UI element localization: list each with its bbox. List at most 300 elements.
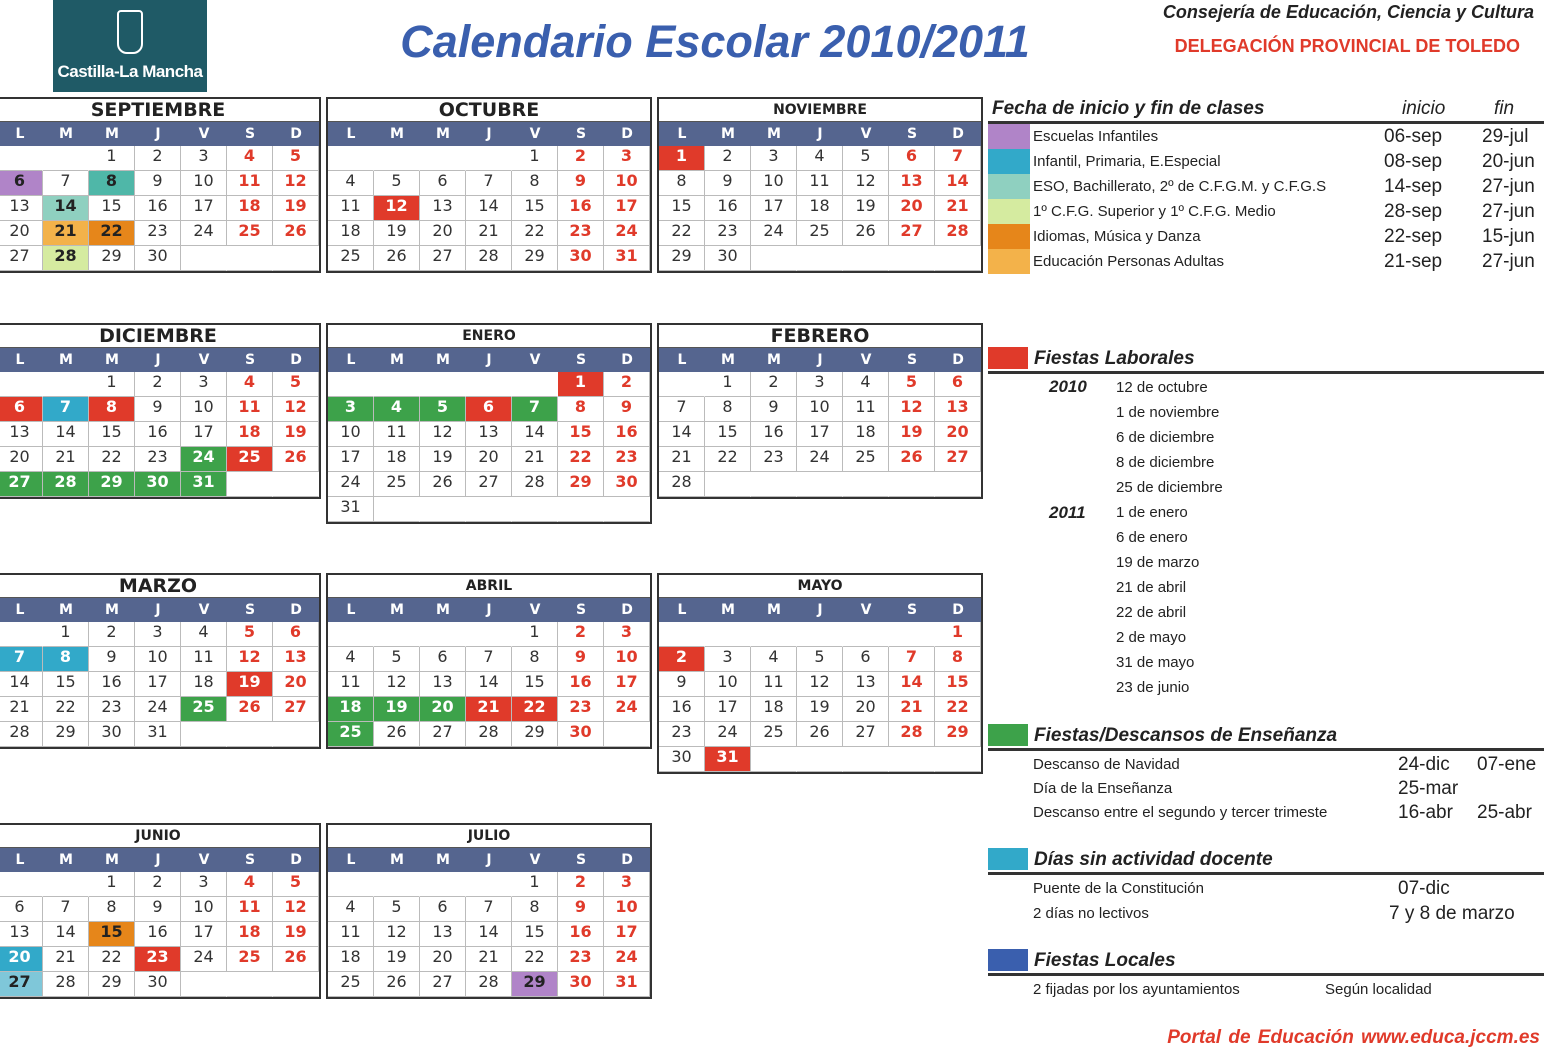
day-cell: 1 — [705, 372, 751, 397]
fiesta-date: 21 de abril — [1116, 579, 1187, 596]
fiesta-date: 1 de noviembre — [1116, 404, 1220, 421]
day-cell: 1 — [89, 372, 135, 397]
locales-title: Fiestas Locales — [1034, 950, 1176, 971]
row-value: Según localidad — [1325, 981, 1432, 998]
day-cell: 8 — [512, 171, 558, 196]
legend-row — [988, 224, 1544, 249]
empty-cell — [374, 872, 420, 897]
weekday-label: M — [436, 852, 450, 868]
empty-cell — [0, 372, 43, 397]
day-cell: 14 — [466, 672, 512, 697]
day-cell: 1 — [512, 622, 558, 647]
day-cell: 12 — [843, 171, 889, 196]
page-title: Calendario Escolar 2010/2011 — [400, 16, 1030, 67]
empty-cell — [227, 246, 273, 271]
year-2010: 2010 — [1049, 377, 1087, 396]
day-cell: 22 — [558, 447, 604, 472]
weekday-label: D — [621, 352, 633, 368]
empty-cell — [889, 246, 935, 271]
row-label: 2 fijadas por los ayuntamientos — [1033, 981, 1240, 998]
day-cell: 26 — [374, 246, 420, 271]
day-cell: 7 — [466, 647, 512, 672]
day-cell: 18 — [328, 947, 374, 972]
day-cell: 17 — [705, 697, 751, 722]
day-cell: 7 — [659, 397, 705, 422]
day-cell: 23 — [89, 697, 135, 722]
empty-cell — [374, 146, 420, 171]
day-cell: 12 — [374, 672, 420, 697]
day-cell: 5 — [374, 897, 420, 922]
day-cell: 14 — [935, 171, 981, 196]
weekday-label: M — [721, 602, 735, 618]
day-cell: 14 — [466, 922, 512, 947]
day-cell: 10 — [181, 897, 227, 922]
day-cell: 26 — [227, 697, 273, 722]
month-julio — [326, 823, 652, 999]
day-cell: 15 — [512, 922, 558, 947]
day-cell: 21 — [659, 447, 705, 472]
weekday-header — [0, 598, 319, 622]
fiesta-date: 2 de mayo — [1116, 629, 1187, 646]
day-cell: 28 — [0, 722, 43, 747]
day-cell: 22 — [935, 697, 981, 722]
day-cell: 24 — [181, 947, 227, 972]
day-cell: 13 — [420, 922, 466, 947]
day-cell: 10 — [181, 171, 227, 196]
day-cell: 17 — [328, 447, 374, 472]
month-mayo — [657, 573, 983, 774]
day-cell: 10 — [705, 672, 751, 697]
fiestas-laborales-header — [988, 347, 1544, 374]
day-cell: 12 — [273, 897, 319, 922]
weekday-label: S — [244, 126, 256, 142]
day-cell: 21 — [43, 947, 89, 972]
day-cell: 13 — [0, 422, 43, 447]
day-cell: 5 — [843, 146, 889, 171]
weekday-header — [659, 122, 981, 146]
month-title: SEPTIEMBRE — [0, 99, 319, 122]
empty-cell — [374, 497, 420, 522]
empty-cell — [328, 146, 374, 171]
day-cell: 1 — [558, 372, 604, 397]
weekday-header — [0, 348, 319, 372]
day-cell: 19 — [843, 196, 889, 221]
day-cell: 24 — [604, 947, 650, 972]
weekday-label: S — [575, 352, 587, 368]
weekday-label: M — [436, 126, 450, 142]
day-cell: 12 — [227, 647, 273, 672]
day-cell: 9 — [135, 171, 181, 196]
day-cell: 5 — [227, 622, 273, 647]
weekday-label: L — [15, 352, 25, 368]
day-cell: 4 — [374, 397, 420, 422]
weekday-label: J — [155, 602, 161, 618]
fiesta-date: 6 de enero — [1116, 529, 1188, 546]
day-cell: 27 — [420, 246, 466, 271]
day-cell: 27 — [935, 447, 981, 472]
weekday-label: J — [486, 602, 492, 618]
weekday-label: M — [390, 126, 404, 142]
day-cell: 12 — [797, 672, 843, 697]
day-cell: 4 — [181, 622, 227, 647]
day-cell: 29 — [558, 472, 604, 497]
weekday-label: L — [15, 852, 25, 868]
day-cell: 26 — [374, 722, 420, 747]
day-cell: 3 — [797, 372, 843, 397]
row-date: 07-dic — [1398, 878, 1450, 899]
row-end: 25-abr — [1477, 802, 1532, 823]
weekday-label: L — [677, 602, 687, 618]
month-diciembre — [0, 323, 321, 499]
day-grid — [0, 146, 319, 271]
blue-swatch-icon — [988, 949, 1028, 971]
day-cell: 15 — [43, 672, 89, 697]
day-cell: 22 — [512, 221, 558, 246]
empty-cell — [751, 472, 797, 497]
legend-row — [988, 199, 1544, 224]
month-octubre — [326, 97, 652, 273]
empty-cell — [328, 622, 374, 647]
weekday-label: D — [290, 126, 302, 142]
weekday-label: L — [346, 602, 356, 618]
day-cell: 18 — [797, 196, 843, 221]
day-cell: 13 — [273, 647, 319, 672]
day-cell: 24 — [181, 221, 227, 246]
day-cell: 13 — [0, 922, 43, 947]
day-cell: 13 — [935, 397, 981, 422]
empty-cell — [43, 872, 89, 897]
day-cell: 3 — [181, 146, 227, 171]
day-cell: 25 — [797, 221, 843, 246]
month-febrero — [657, 323, 983, 499]
day-cell: 7 — [466, 171, 512, 196]
weekday-label: D — [290, 352, 302, 368]
weekday-label: D — [290, 852, 302, 868]
day-cell: 26 — [420, 472, 466, 497]
day-cell: 11 — [374, 422, 420, 447]
day-cell: 23 — [558, 697, 604, 722]
day-cell: 1 — [659, 146, 705, 171]
day-cell: 7 — [0, 647, 43, 672]
day-cell: 18 — [227, 922, 273, 947]
day-cell: 27 — [0, 972, 43, 997]
weekday-label: L — [346, 852, 356, 868]
empty-cell — [328, 372, 374, 397]
day-cell: 26 — [843, 221, 889, 246]
day-cell: 18 — [227, 196, 273, 221]
empty-cell — [466, 372, 512, 397]
day-cell: 15 — [512, 196, 558, 221]
day-cell: 26 — [889, 447, 935, 472]
empty-cell — [751, 246, 797, 271]
day-cell: 5 — [420, 397, 466, 422]
fecha-inicio: 08-sep — [1384, 151, 1443, 172]
day-cell: 9 — [705, 171, 751, 196]
inicio-fin-header — [988, 97, 1544, 124]
row-label: Descanso de Navidad — [1033, 756, 1180, 773]
day-cell: 25 — [227, 947, 273, 972]
day-cell: 11 — [751, 672, 797, 697]
empty-cell — [43, 146, 89, 171]
day-grid — [0, 872, 319, 997]
empty-cell — [328, 872, 374, 897]
month-title: MARZO — [0, 575, 319, 598]
month-title: FEBRERO — [659, 325, 981, 348]
empty-cell — [181, 246, 227, 271]
empty-cell — [420, 872, 466, 897]
weekday-label: M — [59, 352, 73, 368]
day-cell: 28 — [889, 722, 935, 747]
day-cell: 18 — [227, 422, 273, 447]
day-cell: 28 — [466, 722, 512, 747]
legend-label: Educación Personas Adultas — [1033, 253, 1224, 270]
fiesta-date: 1 de enero — [1116, 504, 1188, 521]
day-cell: 15 — [89, 196, 135, 221]
day-cell: 6 — [935, 372, 981, 397]
day-cell: 8 — [89, 897, 135, 922]
day-cell: 16 — [659, 697, 705, 722]
fiesta-date: 31 de mayo — [1116, 654, 1195, 671]
day-cell: 3 — [604, 872, 650, 897]
weekday-label: J — [155, 352, 161, 368]
day-cell: 22 — [659, 221, 705, 246]
footer-portal[interactable]: Portal de Educación www.educa.jccm.es — [1167, 1027, 1540, 1048]
day-cell: 24 — [181, 447, 227, 472]
day-cell: 8 — [43, 647, 89, 672]
day-cell: 11 — [181, 647, 227, 672]
year-2011: 2011 — [1049, 503, 1086, 522]
empty-cell — [43, 372, 89, 397]
day-cell: 15 — [659, 196, 705, 221]
day-cell: 20 — [0, 221, 43, 246]
day-cell: 13 — [0, 196, 43, 221]
weekday-label: M — [767, 126, 781, 142]
day-cell: 7 — [512, 397, 558, 422]
day-cell: 30 — [558, 972, 604, 997]
ensenanza-header — [988, 724, 1544, 751]
weekday-label: V — [198, 126, 210, 142]
empty-cell — [604, 722, 650, 747]
weekday-header — [0, 848, 319, 872]
empty-cell — [227, 722, 273, 747]
month-title: DICIEMBRE — [0, 325, 319, 348]
consejeria-label: Consejería de Educación, Ciencia y Cultura — [1162, 2, 1534, 22]
day-cell: 7 — [43, 171, 89, 196]
empty-cell — [374, 372, 420, 397]
day-cell: 5 — [273, 372, 319, 397]
day-cell: 28 — [466, 246, 512, 271]
empty-cell — [935, 472, 981, 497]
day-cell: 24 — [751, 221, 797, 246]
day-cell: 18 — [843, 422, 889, 447]
row-start: 16-abr — [1398, 802, 1453, 823]
col-fin: fin — [1494, 98, 1515, 119]
legend-label: Infantil, Primaria, E.Especial — [1033, 153, 1221, 170]
weekday-label: M — [436, 602, 450, 618]
day-cell: 23 — [135, 221, 181, 246]
day-cell: 30 — [659, 747, 705, 772]
day-cell: 28 — [43, 472, 89, 497]
day-cell: 1 — [43, 622, 89, 647]
logo-text: Castilla-La Mancha — [57, 62, 203, 81]
day-grid — [0, 372, 319, 497]
day-cell: 2 — [604, 372, 650, 397]
day-cell: 16 — [751, 422, 797, 447]
day-cell: 20 — [935, 422, 981, 447]
fecha-fin: 27-jun — [1482, 176, 1535, 197]
day-cell: 3 — [135, 622, 181, 647]
day-cell: 28 — [466, 972, 512, 997]
day-cell: 31 — [328, 497, 374, 522]
day-cell: 17 — [604, 196, 650, 221]
day-cell: 26 — [273, 447, 319, 472]
coat-of-arms-icon — [117, 10, 143, 54]
legend-row — [988, 149, 1544, 174]
day-cell: 9 — [89, 647, 135, 672]
weekday-label: L — [346, 352, 356, 368]
day-cell: 22 — [89, 447, 135, 472]
month-title: MAYO — [659, 575, 981, 598]
weekday-header — [659, 348, 981, 372]
day-cell: 14 — [0, 672, 43, 697]
day-grid — [0, 622, 319, 747]
row-start: 24-dic — [1398, 754, 1450, 775]
day-cell: 6 — [420, 647, 466, 672]
day-cell: 7 — [43, 897, 89, 922]
day-cell: 10 — [604, 171, 650, 196]
weekday-label: D — [952, 126, 964, 142]
day-cell: 25 — [181, 697, 227, 722]
day-cell: 8 — [659, 171, 705, 196]
weekday-label: V — [198, 602, 210, 618]
delegacion-label: DELEGACIÓN PROVINCIAL DE TOLEDO — [1174, 36, 1520, 56]
day-cell: 17 — [604, 922, 650, 947]
day-cell: 22 — [89, 221, 135, 246]
fecha-fin: 27-jun — [1482, 251, 1535, 272]
day-cell: 29 — [512, 246, 558, 271]
empty-cell — [843, 472, 889, 497]
day-cell: 26 — [374, 972, 420, 997]
day-grid — [659, 372, 981, 497]
empty-cell — [843, 622, 889, 647]
weekday-label: M — [390, 602, 404, 618]
day-cell: 7 — [466, 897, 512, 922]
row-date: 7 y 8 de marzo — [1389, 903, 1515, 924]
day-cell: 11 — [843, 397, 889, 422]
weekday-label: D — [290, 602, 302, 618]
empty-cell — [227, 972, 273, 997]
weekday-label: J — [817, 352, 823, 368]
day-cell: 23 — [705, 221, 751, 246]
day-cell: 4 — [328, 171, 374, 196]
fiesta-date: 19 de marzo — [1116, 554, 1200, 571]
weekday-label: M — [390, 352, 404, 368]
day-cell: 6 — [0, 171, 43, 196]
day-cell: 31 — [705, 747, 751, 772]
weekday-label: D — [952, 602, 964, 618]
month-enero — [326, 323, 652, 524]
weekday-label: V — [529, 126, 541, 142]
fecha-fin: 27-jun — [1482, 201, 1535, 222]
day-cell: 23 — [558, 947, 604, 972]
day-cell: 3 — [604, 146, 650, 171]
day-cell: 20 — [843, 697, 889, 722]
day-cell: 21 — [466, 947, 512, 972]
legend-label: Idiomas, Música y Danza — [1033, 228, 1201, 245]
day-cell: 8 — [935, 647, 981, 672]
empty-cell — [705, 622, 751, 647]
weekday-label: S — [906, 352, 918, 368]
day-cell: 16 — [558, 922, 604, 947]
day-cell: 3 — [181, 372, 227, 397]
day-cell: 19 — [374, 947, 420, 972]
day-cell: 21 — [512, 447, 558, 472]
day-cell: 2 — [751, 372, 797, 397]
day-cell: 16 — [604, 422, 650, 447]
weekday-label: L — [677, 352, 687, 368]
empty-cell — [466, 872, 512, 897]
empty-cell — [558, 497, 604, 522]
day-cell: 29 — [659, 246, 705, 271]
empty-cell — [935, 747, 981, 772]
day-cell: 22 — [705, 447, 751, 472]
day-cell: 22 — [512, 697, 558, 722]
day-cell: 27 — [466, 472, 512, 497]
day-cell: 13 — [466, 422, 512, 447]
weekday-label: V — [860, 126, 872, 142]
day-cell: 12 — [273, 171, 319, 196]
day-cell: 30 — [135, 472, 181, 497]
day-cell: 30 — [89, 722, 135, 747]
fiesta-date: 8 de diciembre — [1116, 454, 1215, 471]
month-abril — [326, 573, 652, 749]
fecha-inicio: 22-sep — [1384, 226, 1443, 247]
day-cell: 19 — [374, 697, 420, 722]
color-swatch-icon — [988, 149, 1030, 174]
cyan-swatch-icon — [988, 848, 1028, 870]
fiesta-date: 22 de abril — [1116, 604, 1187, 621]
day-cell: 4 — [843, 372, 889, 397]
sin-actividad-row — [1033, 902, 1543, 926]
month-title: JULIO — [328, 825, 650, 848]
empty-cell — [227, 472, 273, 497]
fecha-inicio: 28-sep — [1384, 201, 1443, 222]
weekday-label: M — [105, 126, 119, 142]
empty-cell — [273, 972, 319, 997]
day-cell: 2 — [705, 146, 751, 171]
weekday-label: L — [15, 602, 25, 618]
legend-label: ESO, Bachillerato, 2º de C.F.G.M. y C.F.G.S — [1033, 178, 1327, 195]
legend-label: 1º C.F.G. Superior y 1º C.F.G. Medio — [1033, 203, 1276, 220]
empty-cell — [273, 722, 319, 747]
day-cell: 25 — [227, 221, 273, 246]
day-cell: 31 — [604, 246, 650, 271]
empty-cell — [273, 472, 319, 497]
day-cell: 29 — [89, 472, 135, 497]
weekday-label: L — [346, 126, 356, 142]
weekday-header — [0, 122, 319, 146]
day-cell: 9 — [558, 647, 604, 672]
day-cell: 28 — [43, 972, 89, 997]
day-cell: 25 — [328, 722, 374, 747]
day-cell: 2 — [89, 622, 135, 647]
day-cell: 23 — [558, 221, 604, 246]
day-cell: 2 — [558, 146, 604, 171]
day-cell: 24 — [604, 221, 650, 246]
weekday-header — [328, 598, 650, 622]
weekday-label: S — [575, 126, 587, 142]
weekday-label: S — [244, 852, 256, 868]
